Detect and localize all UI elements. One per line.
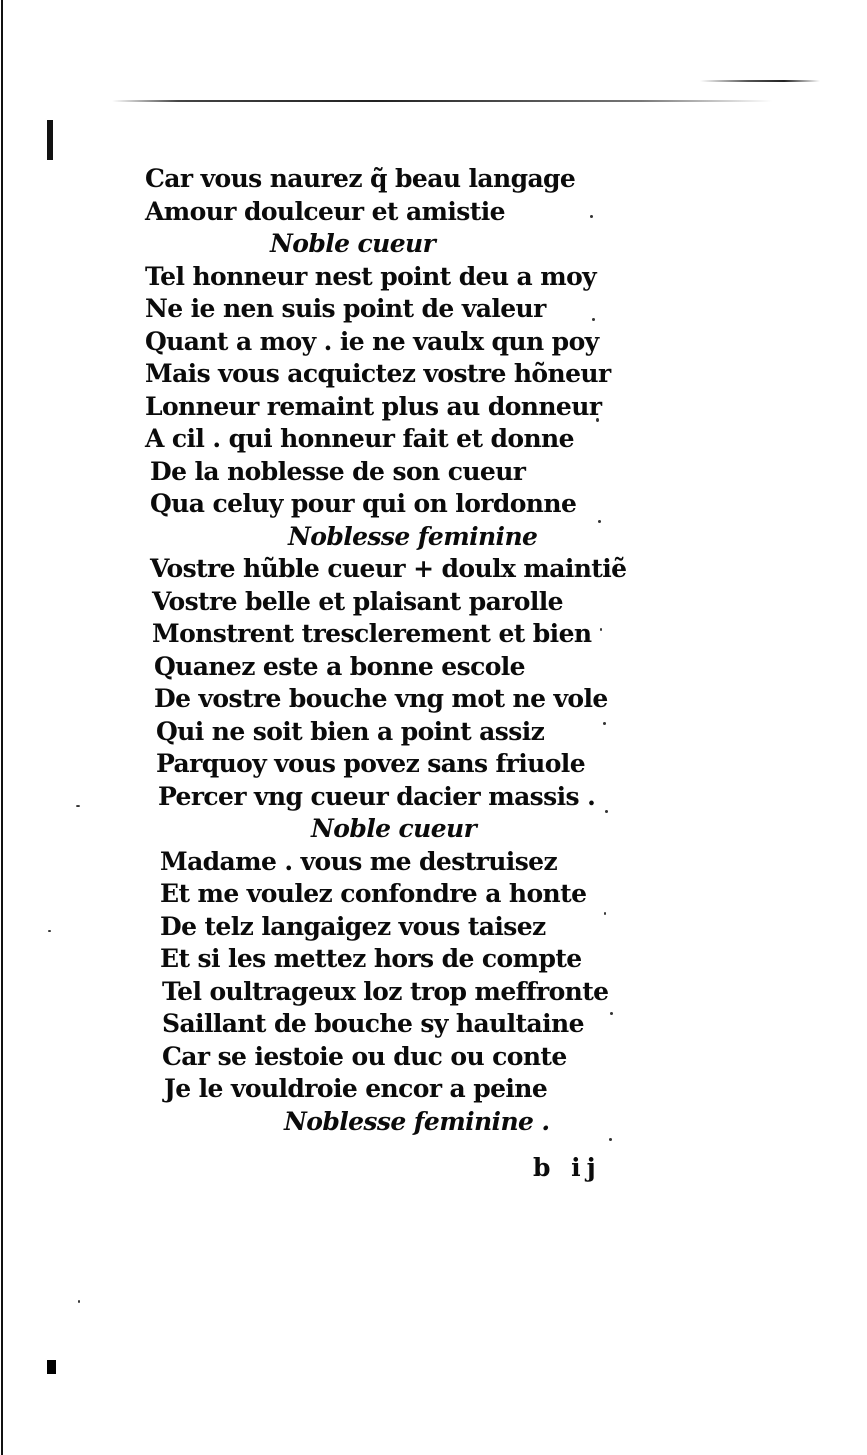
ink-speck xyxy=(76,805,80,807)
poem-line: Amour doulceur et amistie xyxy=(145,196,505,226)
poem-line: Mais vous acquictez vostre hõneur xyxy=(145,359,611,388)
poem-line: Je le vouldroie encor a peine xyxy=(164,1074,548,1103)
poem-line: Quanez este a bonne escole xyxy=(154,651,525,681)
speaker-heading: Noblesse feminine . xyxy=(284,1106,550,1136)
ink-speck xyxy=(78,1300,80,1303)
poem-line: Vostre hũble cueur + doulx maintiẽ xyxy=(150,554,627,583)
poem-line: A cil . qui honneur fait et donne xyxy=(145,424,574,453)
poem-text-block xyxy=(145,163,627,1138)
poem-line: Ne ie nen suis point de valeur xyxy=(145,294,546,323)
poem-line: Car se iestoie ou duc ou conte xyxy=(162,1041,567,1071)
poem-line: Et me voulez confondre a honte xyxy=(160,879,587,908)
poem-line: Vostre belle et plaisant parolle xyxy=(152,586,563,616)
poem-line: Lonneur remaint plus au donneur xyxy=(145,391,602,421)
poem-line: Madame . vous me destruisez xyxy=(160,846,558,876)
poem-line: Monstrent tresclerement et bien xyxy=(152,619,592,648)
speaker-heading: Noble cueur xyxy=(270,229,436,258)
poem-line: De telz langaigez vous taisez xyxy=(160,911,546,941)
poem-line: De la noblesse de son cueur xyxy=(150,456,526,486)
top-printed-rule xyxy=(112,100,772,102)
poem-line: Parquoy vous povez sans friuole xyxy=(156,749,586,778)
poem-line: Quant a moy . ie ne vaulx qun poy xyxy=(145,326,599,356)
poem-line: Car vous naurez q̃ beau langage xyxy=(145,164,576,193)
signature-mark: b ij xyxy=(533,1153,602,1182)
top-printed-rule-fragment xyxy=(700,80,820,82)
poem-line: Qua celuy pour qui on lordonne xyxy=(150,489,577,518)
ink-speck xyxy=(609,1138,612,1141)
gutter-binding-mark xyxy=(47,120,53,160)
ink-speck xyxy=(48,930,51,932)
gutter-ink-spot xyxy=(47,1360,56,1374)
poem-line: Saillant de bouche sy haultaine xyxy=(162,1009,584,1038)
poem-line: De vostre bouche vng mot ne vole xyxy=(154,684,608,713)
speaker-heading: Noble cueur xyxy=(311,814,477,843)
speaker-heading: Noblesse feminine xyxy=(288,521,538,551)
poem-line: Tel oultrageux loz trop meffronte xyxy=(162,976,609,1006)
poem-line: Et si les mettez hors de compte xyxy=(160,944,582,973)
poem-line: Tel honneur nest point deu a moy xyxy=(145,261,597,291)
poem-line: Qui ne soit bien a point assiz xyxy=(156,716,545,746)
page-edge-rule xyxy=(1,0,3,1455)
poem-line: Percer vng cueur dacier massis . xyxy=(158,781,596,811)
